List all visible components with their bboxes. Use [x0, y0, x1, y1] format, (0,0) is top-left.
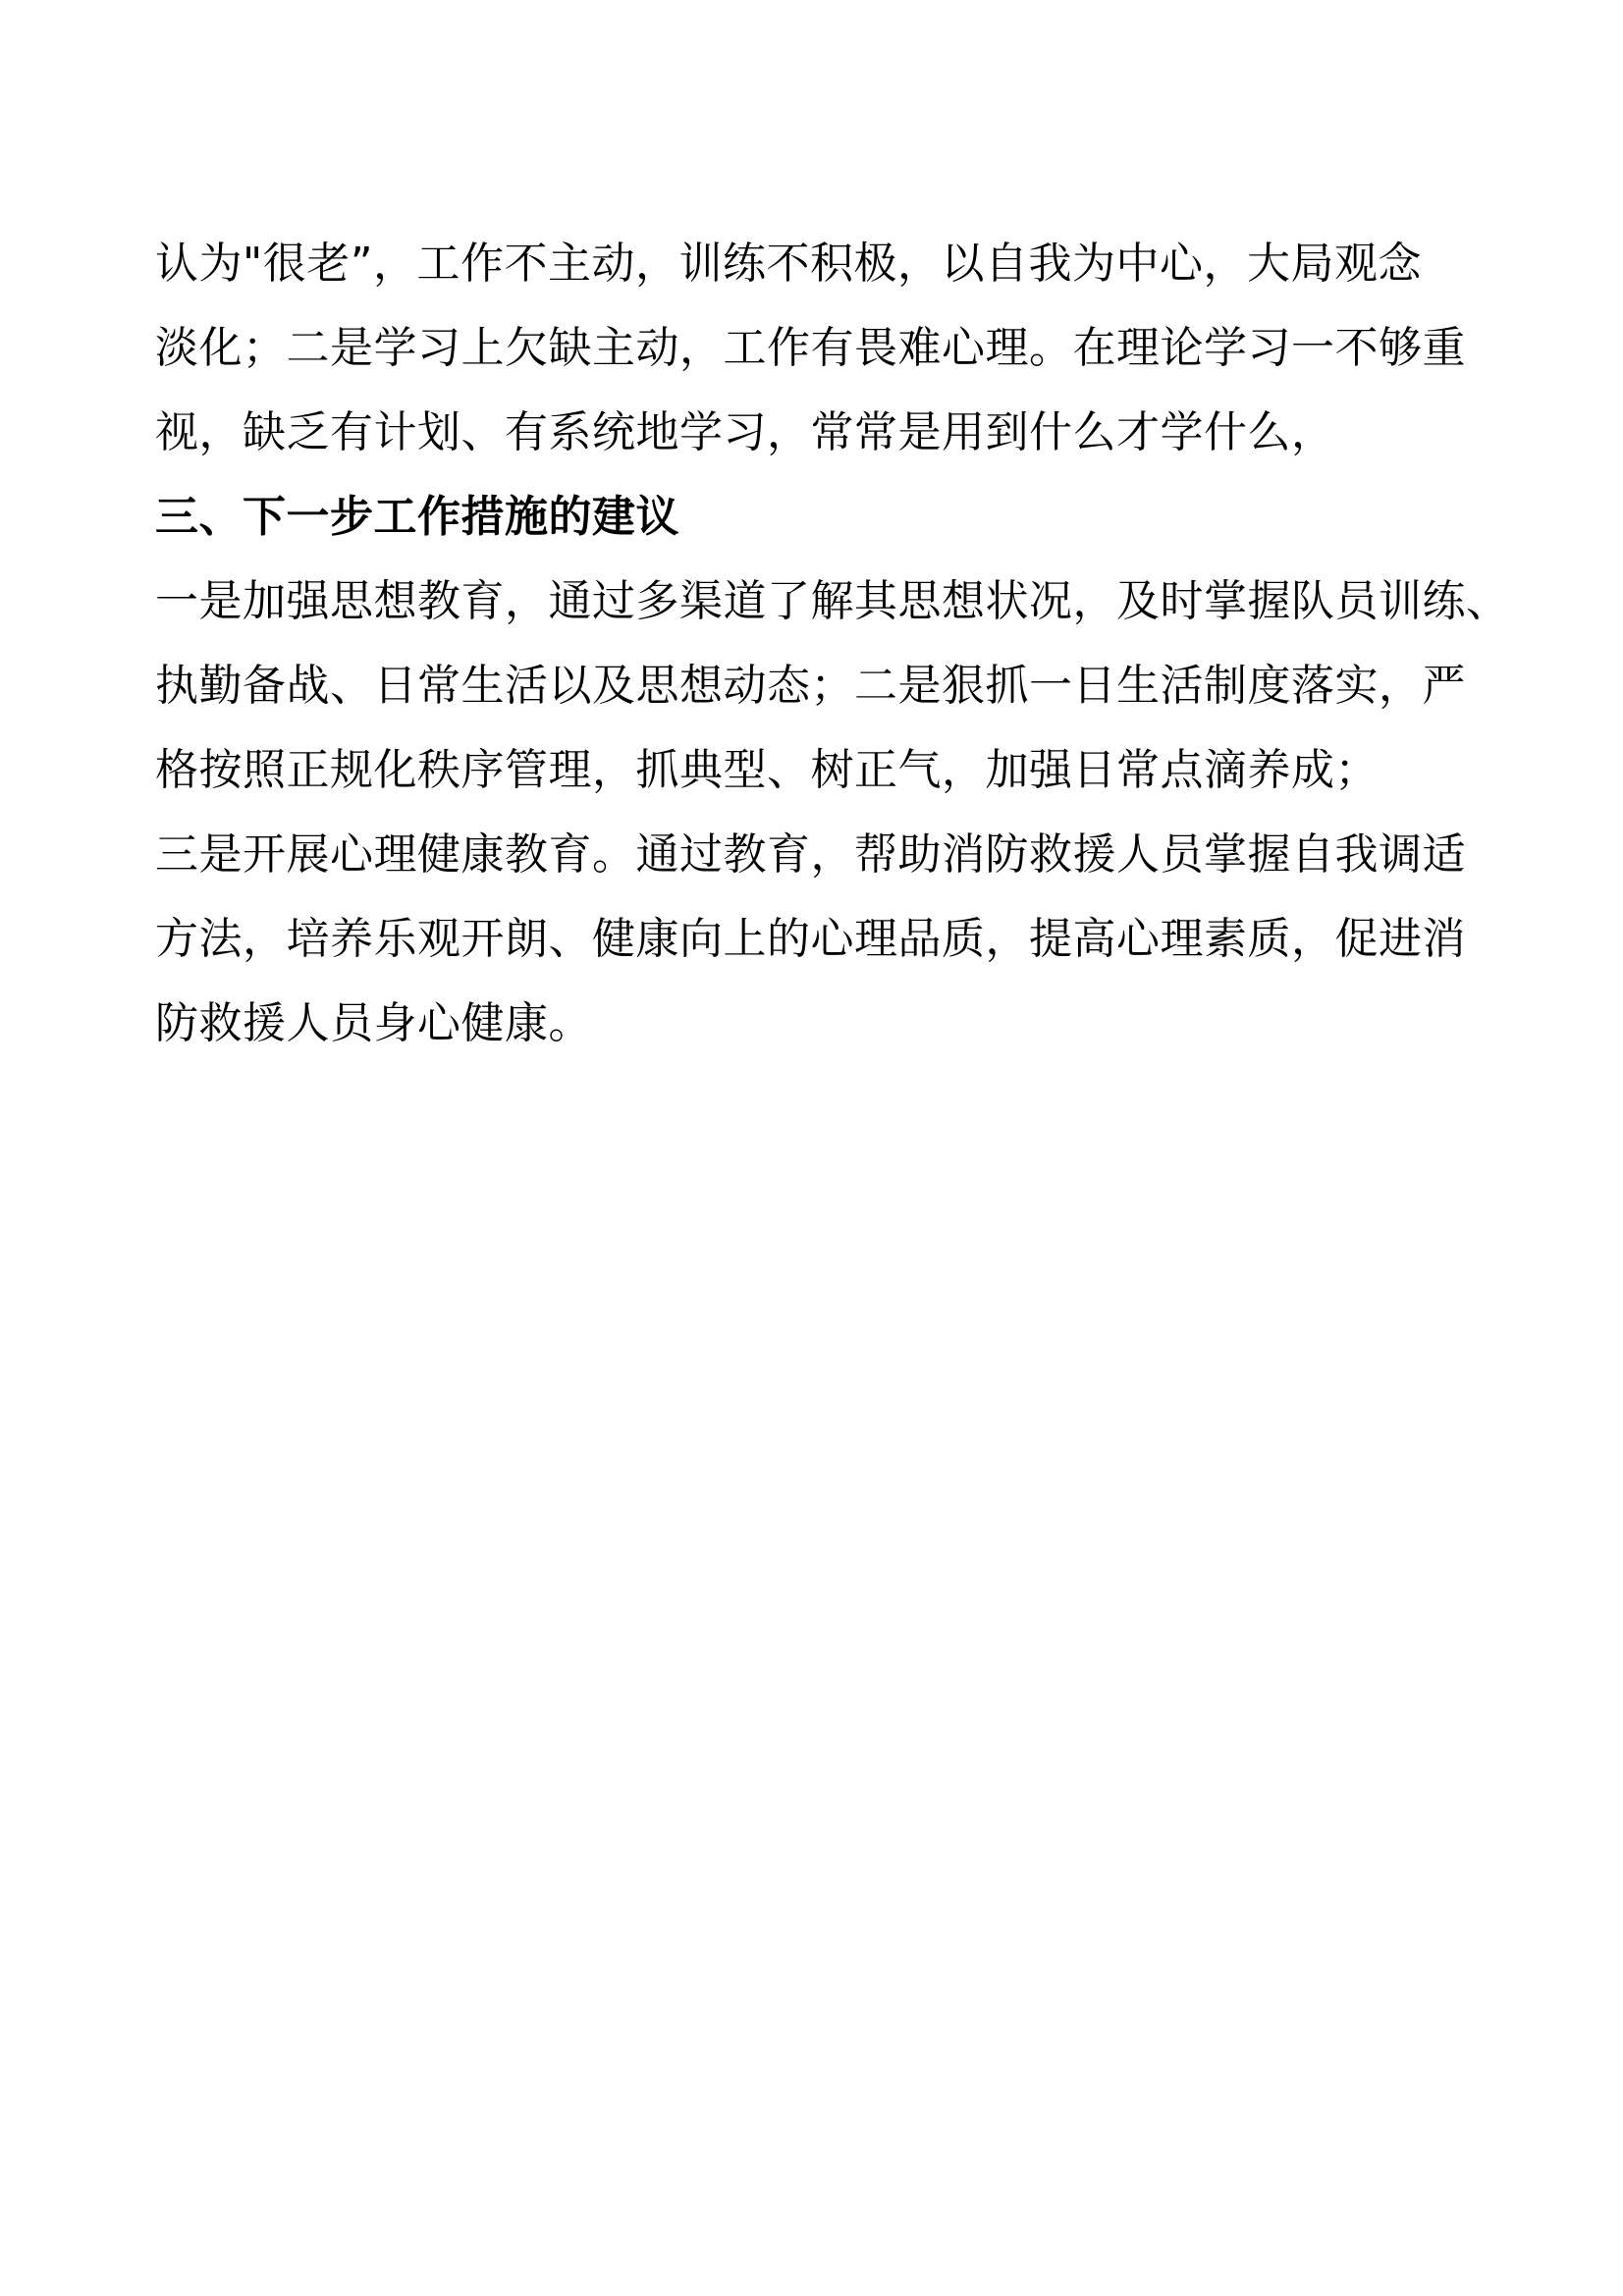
section-heading: 三、下一步工作措施的建议: [155, 492, 679, 542]
paragraph-line: 执勤备战、日常生活以及思想动态；二是狠抓一日生活制度落实，严: [155, 661, 1466, 711]
document-body: [155, 222, 1510, 1066]
paragraph-line: 防救援人员身心健康。: [155, 998, 592, 1048]
paragraph-line: 视，缺乏有计划、有系统地学习，常常是用到什么才学什么，: [155, 407, 1335, 457]
paragraph-line: 认为"很老”，工作不主动，训练不积极，以自我为中心，大局观念: [155, 239, 1423, 289]
paragraph-line: 三是开展心理健康教育。通过教育，帮助消防救援人员掌握自我调适: [155, 829, 1466, 880]
paragraph-line: 格按照正规化秩序管理，抓典型、树正气，加强日常点滴养成；: [155, 745, 1379, 795]
paragraph-line: 淡化；二是学习上欠缺主动，工作有畏难心理。在理论学习一不够重: [155, 323, 1466, 373]
paragraph-line: 一是加强思想教育，通过多渠道了解其思想状况，及时掌握队员训练、: [155, 576, 1510, 626]
paragraph-line: 方法，培养乐观开朗、健康向上的心理品质，提高心理素质，促进消: [155, 914, 1466, 964]
